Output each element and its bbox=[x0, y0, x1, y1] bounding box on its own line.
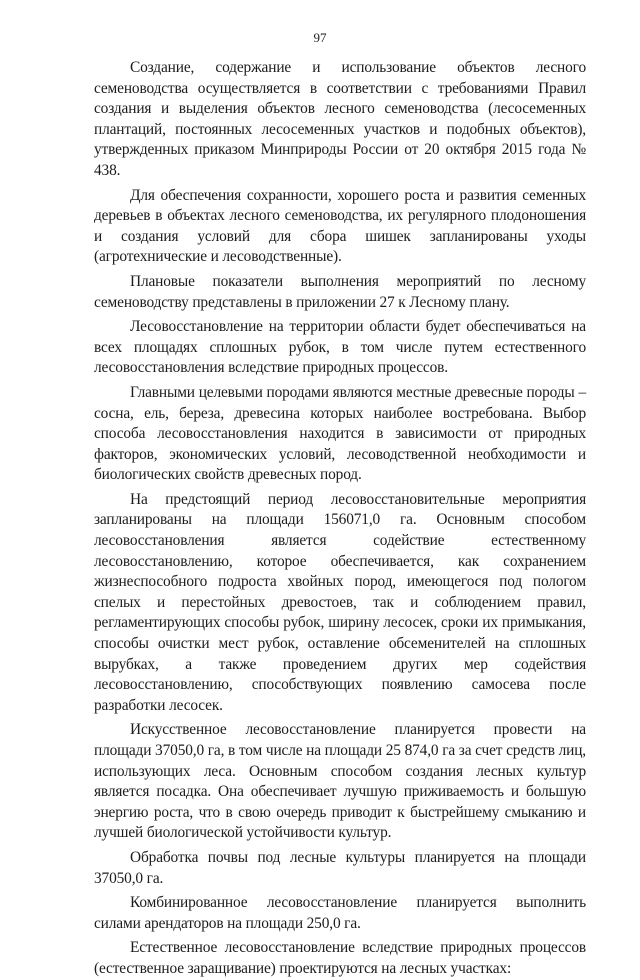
page-number: 97 bbox=[313, 30, 327, 45]
paragraph-plan-indicators: Плановые показатели выполнения мероприятий по лесному семеноводству представлены в приложении 27 к Лесному плану. bbox=[94, 272, 586, 311]
document-body bbox=[94, 58, 586, 980]
paragraph-natural-reforestation: Естественное лесовосстановление вследствие природных процессов (естественное заращивание) проектируются на лесных участках: bbox=[94, 939, 586, 977]
paragraph-seed-objects: Создание, содержание и использование объектов лесного семеноводства осуществляется в соответствии с требованиями Правил создания и выделения объектов лесного семеноводства (лесосеменных плантаций, постоянных лесосеменных участков и подобных объектов), утвержденных приказом Минприроды России от 20 октября 2015 года № 438. bbox=[94, 59, 586, 179]
paragraph-seed-care: Для обеспечения сохранности, хорошего роста и развития семенных деревьев в объектах лесного семеноводства, их регулярного плодоношения и создания условий для сбора шишек запланированы уходы (агротехнические и лесоводственные). bbox=[94, 186, 586, 266]
paragraph-artificial-reforestation: Искусственное лесовосстановление планируется провести на площади 37050,0 га, в том числе на площади 25 874,0 га за счет средств лиц, использующих леса. Основным способом создания лесных культур является посадка. Она обеспечивает лучшую приживаемость и большую энергию роста, что в свою очередь приводит к быстрейшему смыканию и лучшей биологической устойчивости культур. bbox=[94, 721, 586, 842]
paragraph-reforestation-scope: Лесовосстановление на территории области будет обеспечиваться на всех площадях сплошных рубок, в том числе путем естественного лесовосстановления вследствие природных процессов. bbox=[94, 318, 586, 377]
paragraph-combined-reforestation: Комбинированное лесовосстановление планируется выполнить силами арендаторов на площади 250,0 га. bbox=[94, 894, 586, 932]
paragraph-target-species: Главными целевыми породами являются местные древесные породы – сосна, ель, береза, древесина которых наиболее востребована. Выбор способа лесовосстановления находится в зависимости от природных факторов, экономических условий, лесоводственной необходимости и биологических свойств древесных пород. bbox=[94, 383, 586, 484]
paragraph-soil-treatment: Обработка почвы под лесные культуры планируется на площади 37050,0 га. bbox=[94, 848, 586, 887]
paragraph-planned-area: На предстоящий период лесовосстановительные мероприятия запланированы на площади 156071,0 га. Основным способом лесовосстановления является содействие естественному лесовосстановлению, которое обеспечивается, как сохранением жизнеспособного подроста хвойных пород, имеющегося под пологом спелых и перестойных древостоев, так и соблюдением правил, регламентирующих способы рубок, ширину лесосек, сроки их примыкания, способы очистки мест рубок, оставление обсеменителей на сплошных вырубках, а также проведением других мер содействия лесовосстановлению, способствующих появлению самосева после разработки лесосек. bbox=[94, 490, 586, 714]
